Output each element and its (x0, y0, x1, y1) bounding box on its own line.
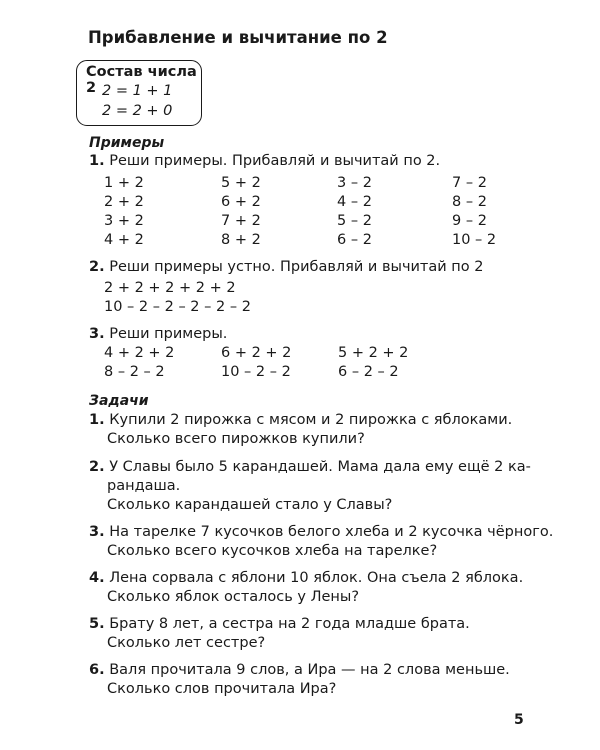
exercise-number: 3. (89, 326, 105, 342)
example: 1 + 2 (104, 175, 144, 191)
task-line: рандаша. (107, 478, 181, 494)
task-6 (89, 662, 510, 678)
composition-box (76, 60, 202, 126)
exercise-number: 2. (89, 259, 105, 275)
example: 6 – 2 – 2 (338, 364, 399, 380)
task-line: Сколько яблок осталось у Лены? (107, 589, 360, 605)
exercise-2-instruction (89, 259, 483, 275)
task-line: Лена сорвала с яблони 10 яблок. Она съела 2 яблока. (109, 570, 524, 586)
examples-heading: Примеры (89, 135, 165, 151)
example: 5 + 2 + 2 (338, 345, 409, 361)
task-line: Сколько всего пирожков купили? (107, 431, 365, 447)
exercise-text: Реши примеры. Прибавляй и вычитай по 2. (109, 153, 441, 169)
task-line: Сколько слов прочитала Ира? (107, 681, 337, 697)
task-line: Сколько лет сестре? (107, 635, 266, 651)
task-2 (89, 459, 531, 475)
tasks-heading: Задачи (89, 393, 149, 409)
exercise-3-instruction (89, 326, 227, 342)
example: 2 + 2 (104, 194, 144, 210)
task-number: 5. (89, 616, 105, 632)
task-5 (89, 616, 470, 632)
example: 5 + 2 (221, 175, 261, 191)
example: 6 + 2 (221, 194, 261, 210)
task-line: Брату 8 лет, а сестра на 2 года младше брата. (109, 616, 470, 632)
page-number: 5 (514, 712, 524, 728)
example: 5 – 2 (337, 213, 372, 229)
example: 10 – 2 – 2 – 2 – 2 – 2 (104, 299, 251, 315)
example: 3 – 2 (337, 175, 372, 191)
task-4 (89, 570, 523, 586)
task-1 (89, 412, 512, 428)
example: 3 + 2 (104, 213, 144, 229)
exercise-text: Реши примеры. (109, 326, 228, 342)
example: 7 – 2 (452, 175, 487, 191)
example: 4 + 2 + 2 (104, 345, 175, 361)
task-line: На тарелке 7 кусочков белого хлеба и 2 кусочка чёрного. (109, 524, 554, 540)
example: 10 – 2 – 2 (221, 364, 291, 380)
example: 8 + 2 (221, 232, 261, 248)
task-line: У Славы было 5 карандашей. Мама дала ему ещё 2 ка- (109, 459, 531, 475)
task-line: Купили 2 пирожка с мясом и 2 пирожка с яблоками. (109, 412, 513, 428)
example: 6 – 2 (337, 232, 372, 248)
task-number: 4. (89, 570, 105, 586)
task-number: 2. (89, 459, 105, 475)
exercise-number: 1. (89, 153, 105, 169)
example: 8 – 2 (452, 194, 487, 210)
example: 7 + 2 (221, 213, 261, 229)
composition-line: 2 = 1 + 1 (102, 83, 173, 99)
example: 2 + 2 + 2 + 2 + 2 (104, 280, 236, 296)
exercise-1-instruction (89, 153, 440, 169)
example: 4 + 2 (104, 232, 144, 248)
page-title: Прибавление и вычитание по 2 (88, 28, 388, 47)
composition-title: Состав числа 2 (86, 64, 197, 96)
example: 10 – 2 (452, 232, 497, 248)
task-number: 3. (89, 524, 105, 540)
task-3 (89, 524, 553, 540)
task-number: 1. (89, 412, 105, 428)
task-line: Сколько карандашей стало у Славы? (107, 497, 393, 513)
example: 6 + 2 + 2 (221, 345, 292, 361)
task-line: Валя прочитала 9 слов, а Ира — на 2 слова меньше. (109, 662, 510, 678)
example: 4 – 2 (337, 194, 372, 210)
exercise-text: Реши примеры устно. Прибавляй и вычитай по 2 (109, 259, 484, 275)
example: 8 – 2 – 2 (104, 364, 165, 380)
task-line: Сколько всего кусочков хлеба на тарелке? (107, 543, 438, 559)
task-number: 6. (89, 662, 105, 678)
composition-line: 2 = 2 + 0 (102, 103, 173, 119)
example: 9 – 2 (452, 213, 487, 229)
